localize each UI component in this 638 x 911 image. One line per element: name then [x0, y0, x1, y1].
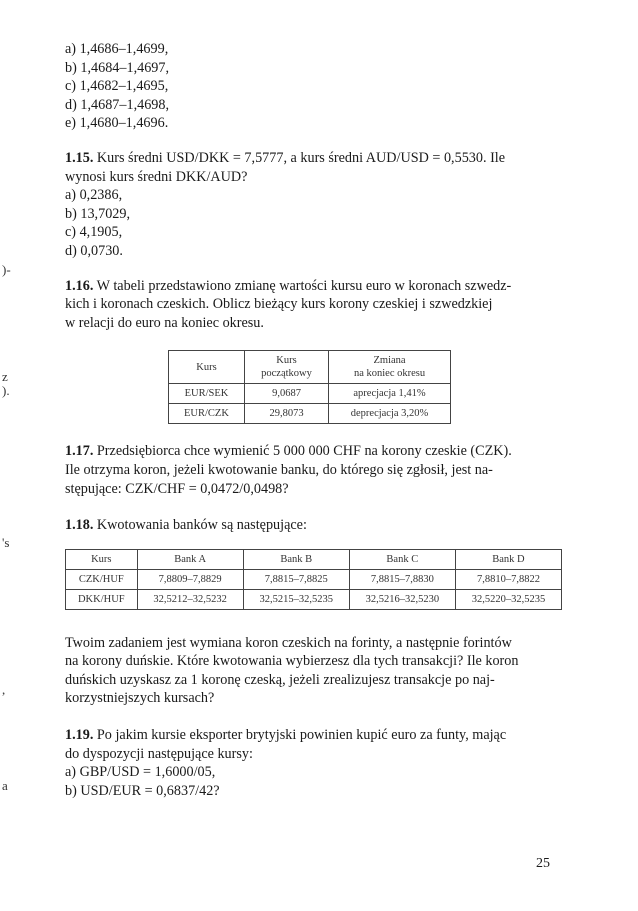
option-item: b) 1,4684–1,4697,: [65, 59, 170, 76]
exercise-text: Przedsiębiorca chce wymienić 5 000 000 CHF na korony czeskie (CZK).: [96, 443, 512, 460]
page-content: [65, 40, 565, 800]
exercise-1-15: [65, 149, 565, 261]
margin-mark: z: [2, 369, 8, 384]
table-cell: EUR/SEK: [169, 384, 245, 404]
exercise-text: wynosi kurs średni DKK/AUD?: [65, 168, 248, 185]
option-item: e) 1,4680–1,4696.: [65, 115, 169, 132]
table-cell: 7,8815–7,8825: [243, 569, 349, 589]
table-cell: DKK/HUF: [66, 589, 138, 609]
option-item: b) 13,7029,: [65, 205, 131, 222]
table-cell: 32,5216–32,5230: [349, 589, 455, 609]
exercise-text: Ile otrzyma koron, jeżeli kwotowanie banku, do którego się zgłosił, jest na-: [65, 461, 493, 478]
exercise-text: na korony duńskie. Które kwotowania wybierzesz dla tych transakcji? Ile koron: [65, 653, 519, 670]
table-row: [169, 404, 451, 424]
margin-mark: ).: [2, 383, 10, 398]
exercise-1-19: [65, 726, 565, 800]
option-item: d) 1,4687–1,4698,: [65, 96, 170, 113]
option-item: c) 4,1905,: [65, 224, 123, 241]
table-cell: CZK/HUF: [66, 569, 138, 589]
table-header-cell: Kurs początkowy: [244, 351, 328, 384]
exercise-number: 1.19.: [65, 727, 94, 744]
margin-mark: ,: [2, 682, 6, 697]
margin-mark: a: [2, 778, 8, 793]
exercise-text: kich i koronach czeskich. Oblicz bieżący kurs korony czeskiej i szwedzkiej: [65, 296, 493, 313]
table-header-cell: Bank A: [137, 549, 243, 569]
table-header-cell: Bank C: [349, 549, 455, 569]
bank-quotes-table: [65, 549, 562, 610]
exercise-text: Twoim zadaniem jest wymiana koron czeskich na forinty, a następnie forintów: [65, 634, 512, 651]
exercise-text: korzystniejszych kursach?: [65, 690, 215, 707]
exercise-1-17: [65, 442, 565, 498]
exercise-text: Kurs średni USD/DKK = 7,5777, a kurs średni AUD/USD = 0,5530. Ile: [96, 149, 506, 166]
table-cell: 32,5212–32,5232: [137, 589, 243, 609]
exercise-text: Po jakim kursie eksporter brytyjski powinien kupić euro za funty, mając: [96, 727, 507, 744]
exercise-text: duńskich uzyskasz za 1 koronę czeską, jeżeli zrealizujesz transakcje po naj-: [65, 671, 495, 688]
table-cell: aprecjacja 1,41%: [329, 384, 451, 404]
exercise-number: 1.16.: [65, 277, 94, 294]
option-item: a) 1,4686–1,4699,: [65, 41, 169, 57]
table-header-cell: Kurs: [66, 549, 138, 569]
table-header-cell: Bank D: [455, 549, 561, 569]
table-cell: 32,5215–32,5235: [243, 589, 349, 609]
exercise-1-18: [65, 516, 565, 708]
table-row: [66, 569, 562, 589]
exercise-followup: [65, 634, 565, 708]
exercise-text: stępujące: CZK/CHF = 0,0472/0,0498?: [65, 480, 289, 497]
exchange-change-table: [168, 350, 451, 424]
table-header-row: [169, 351, 451, 384]
exercise-text: w relacji do euro na koniec okresu.: [65, 314, 264, 331]
table-row: [169, 384, 451, 404]
table-cell: 32,5220–32,5235: [455, 589, 561, 609]
exercise-text: do dyspozycji następujące kursy:: [65, 745, 253, 762]
table-header-row: [66, 549, 562, 569]
table-cell: 29,8073: [244, 404, 328, 424]
option-item: d) 0,0730.: [65, 242, 123, 259]
exercise-text: W tabeli przedstawiono zmianę wartości kursu euro w koronach szwedz-: [96, 277, 512, 294]
option-list: [65, 40, 565, 133]
table-header-cell: Zmiana na koniec okresu: [329, 351, 451, 384]
margin-mark: )-: [2, 262, 11, 277]
option-item: a) GBP/USD = 1,6000/05,: [65, 764, 216, 781]
table-row: [66, 589, 562, 609]
exercise-number: 1.17.: [65, 443, 94, 460]
margin-mark: 's: [2, 535, 10, 550]
table-cell: 7,8815–7,8830: [349, 569, 455, 589]
option-item: c) 1,4682–1,4695,: [65, 78, 169, 95]
table-cell: 7,8810–7,8822: [455, 569, 561, 589]
exercise-number: 1.18.: [65, 517, 94, 534]
option-item: b) USD/EUR = 0,6837/42?: [65, 782, 220, 799]
exercise-number: 1.15.: [65, 149, 94, 166]
table-cell: EUR/CZK: [169, 404, 245, 424]
page-number: 25: [536, 856, 550, 871]
option-item: a) 0,2386,: [65, 187, 123, 204]
table-cell: 9,0687: [244, 384, 328, 404]
table-cell: 7,8809–7,8829: [137, 569, 243, 589]
exercise-text: Kwotowania banków są następujące:: [96, 517, 307, 534]
table-cell: deprecjacja 3,20%: [329, 404, 451, 424]
exercise-1-16: [65, 277, 565, 425]
table-header-cell: Bank B: [243, 549, 349, 569]
table-header-cell: Kurs: [169, 351, 245, 384]
